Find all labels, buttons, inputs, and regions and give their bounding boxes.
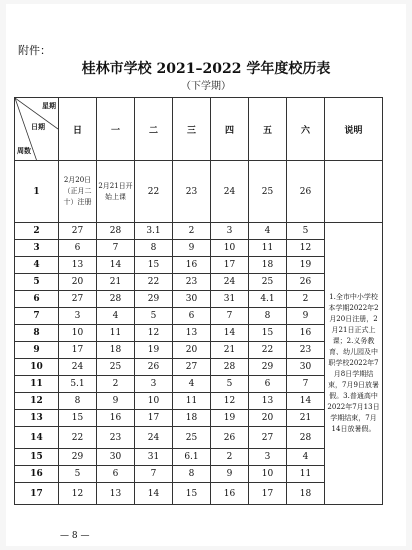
date-cell: 2 bbox=[97, 376, 135, 393]
date-cell: 21 bbox=[211, 342, 249, 359]
date-cell: 19 bbox=[211, 410, 249, 427]
date-cell: 7 bbox=[135, 466, 173, 483]
date-cell: 21 bbox=[97, 274, 135, 291]
date-cell: 16 bbox=[173, 257, 211, 274]
date-cell: 27 bbox=[249, 427, 287, 449]
date-cell: 24 bbox=[211, 274, 249, 291]
date-cell: 15 bbox=[173, 483, 211, 505]
date-cell: 11 bbox=[287, 466, 325, 483]
week-number-cell: 9 bbox=[15, 342, 59, 359]
date-cell: 23 bbox=[287, 342, 325, 359]
date-cell: 6 bbox=[249, 376, 287, 393]
date-cell: 28 bbox=[287, 427, 325, 449]
date-cell: 9 bbox=[211, 466, 249, 483]
date-cell: 8 bbox=[173, 466, 211, 483]
table-row bbox=[15, 161, 383, 223]
date-cell: 2月21日开始上课 bbox=[97, 161, 135, 223]
date-cell: 24 bbox=[135, 427, 173, 449]
date-cell: 19 bbox=[135, 342, 173, 359]
date-cell: 17 bbox=[249, 483, 287, 505]
date-cell: 13 bbox=[59, 257, 97, 274]
date-cell: 26 bbox=[211, 427, 249, 449]
corner-cell bbox=[15, 98, 59, 161]
date-cell: 10 bbox=[59, 325, 97, 342]
date-cell: 26 bbox=[135, 359, 173, 376]
school-calendar-table bbox=[14, 97, 383, 505]
date-cell: 12 bbox=[211, 393, 249, 410]
date-cell: 23 bbox=[173, 161, 211, 223]
week-number-cell: 10 bbox=[15, 359, 59, 376]
date-cell: 3 bbox=[211, 223, 249, 240]
date-cell: 3 bbox=[249, 449, 287, 466]
week-number-cell: 13 bbox=[15, 410, 59, 427]
date-cell: 31 bbox=[135, 449, 173, 466]
week-number-cell: 17 bbox=[15, 483, 59, 505]
date-cell: 13 bbox=[97, 483, 135, 505]
date-cell: 27 bbox=[59, 291, 97, 308]
date-cell: 27 bbox=[173, 359, 211, 376]
date-cell: 30 bbox=[287, 359, 325, 376]
calendar-body bbox=[15, 161, 383, 505]
header-fri: 五 bbox=[249, 98, 287, 161]
date-cell: 25 bbox=[97, 359, 135, 376]
week-number-cell: 14 bbox=[15, 427, 59, 449]
header-thu: 四 bbox=[211, 98, 249, 161]
date-cell: 18 bbox=[173, 410, 211, 427]
date-cell: 13 bbox=[249, 393, 287, 410]
date-cell: 5 bbox=[211, 376, 249, 393]
week-number-cell: 6 bbox=[15, 291, 59, 308]
date-cell: 4.1 bbox=[249, 291, 287, 308]
date-cell: 2月20日（正月二十）注册 bbox=[59, 161, 97, 223]
date-cell: 28 bbox=[97, 291, 135, 308]
page-number: — 8 — bbox=[60, 531, 90, 541]
date-cell: 2 bbox=[173, 223, 211, 240]
date-cell: 14 bbox=[135, 483, 173, 505]
date-cell: 22 bbox=[59, 427, 97, 449]
date-cell: 4 bbox=[173, 376, 211, 393]
date-cell: 10 bbox=[135, 393, 173, 410]
date-cell: 5.1 bbox=[59, 376, 97, 393]
date-cell: 23 bbox=[97, 427, 135, 449]
date-cell: 8 bbox=[135, 240, 173, 257]
page-title: 桂林市学校 2021–2022 学年度校历表 bbox=[81, 61, 331, 77]
date-cell: 15 bbox=[249, 325, 287, 342]
date-cell: 11 bbox=[97, 325, 135, 342]
date-cell: 10 bbox=[249, 466, 287, 483]
date-cell: 22 bbox=[135, 161, 173, 223]
date-cell: 14 bbox=[211, 325, 249, 342]
date-cell: 5 bbox=[287, 223, 325, 240]
date-cell: 2 bbox=[211, 449, 249, 466]
header-tue: 二 bbox=[135, 98, 173, 161]
date-cell: 18 bbox=[287, 483, 325, 505]
week-number-cell: 1 bbox=[15, 161, 59, 223]
header-sat: 六 bbox=[287, 98, 325, 161]
date-cell: 9 bbox=[287, 308, 325, 325]
date-cell: 6.1 bbox=[173, 449, 211, 466]
date-cell: 16 bbox=[97, 410, 135, 427]
date-cell: 3.1 bbox=[135, 223, 173, 240]
date-cell: 12 bbox=[135, 325, 173, 342]
date-cell: 30 bbox=[173, 291, 211, 308]
date-cell: 18 bbox=[249, 257, 287, 274]
date-cell: 6 bbox=[173, 308, 211, 325]
date-cell: 22 bbox=[135, 274, 173, 291]
date-cell: 24 bbox=[211, 161, 249, 223]
date-cell: 11 bbox=[249, 240, 287, 257]
date-cell: 27 bbox=[59, 223, 97, 240]
date-cell: 29 bbox=[249, 359, 287, 376]
date-cell: 3 bbox=[59, 308, 97, 325]
date-cell: 8 bbox=[59, 393, 97, 410]
date-cell: 16 bbox=[211, 483, 249, 505]
date-cell: 25 bbox=[173, 427, 211, 449]
date-cell: 17 bbox=[59, 342, 97, 359]
date-cell: 9 bbox=[97, 393, 135, 410]
date-cell: 19 bbox=[287, 257, 325, 274]
date-cell: 31 bbox=[211, 291, 249, 308]
header-mon: 一 bbox=[97, 98, 135, 161]
date-cell: 16 bbox=[287, 325, 325, 342]
table-row bbox=[15, 223, 383, 240]
date-cell: 20 bbox=[249, 410, 287, 427]
date-cell: 7 bbox=[97, 240, 135, 257]
date-cell: 26 bbox=[287, 161, 325, 223]
date-cell: 17 bbox=[211, 257, 249, 274]
date-cell: 21 bbox=[287, 410, 325, 427]
corner-week-label: 周数 bbox=[17, 146, 31, 155]
week-number-cell: 4 bbox=[15, 257, 59, 274]
date-cell: 4 bbox=[97, 308, 135, 325]
header-wed: 三 bbox=[173, 98, 211, 161]
date-cell: 3 bbox=[135, 376, 173, 393]
date-cell: 17 bbox=[135, 410, 173, 427]
date-cell: 26 bbox=[287, 274, 325, 291]
date-cell: 6 bbox=[97, 466, 135, 483]
date-cell: 20 bbox=[59, 274, 97, 291]
date-cell: 28 bbox=[211, 359, 249, 376]
corner-day-label: 星期 bbox=[42, 101, 56, 110]
week-number-cell: 11 bbox=[15, 376, 59, 393]
date-cell: 29 bbox=[135, 291, 173, 308]
date-cell: 30 bbox=[97, 449, 135, 466]
week-number-cell: 16 bbox=[15, 466, 59, 483]
date-cell: 20 bbox=[173, 342, 211, 359]
date-cell: 28 bbox=[97, 223, 135, 240]
date-cell: 7 bbox=[211, 308, 249, 325]
date-cell: 23 bbox=[173, 274, 211, 291]
attachment-label: 附件： bbox=[18, 44, 51, 57]
notes-cell: 1.全市中小学校本学期2022年2月20日注册，2月21日正式上课；2.义务教育、幼儿园及中职学校2022年7月8日学期结束，7月9日放暑假。3.普通高中2022年7月13日学期结束，7月14日放暑假。 bbox=[325, 223, 383, 505]
date-cell: 4 bbox=[249, 223, 287, 240]
date-cell: 12 bbox=[287, 240, 325, 257]
date-cell: 14 bbox=[287, 393, 325, 410]
date-cell: 8 bbox=[249, 308, 287, 325]
date-cell: 25 bbox=[249, 161, 287, 223]
week-number-cell: 5 bbox=[15, 274, 59, 291]
date-cell: 2 bbox=[287, 291, 325, 308]
date-cell: 14 bbox=[97, 257, 135, 274]
date-cell: 25 bbox=[249, 274, 287, 291]
date-cell: 10 bbox=[211, 240, 249, 257]
week-number-cell: 3 bbox=[15, 240, 59, 257]
notes-empty-cell bbox=[325, 161, 383, 223]
date-cell: 22 bbox=[249, 342, 287, 359]
week-number-cell: 12 bbox=[15, 393, 59, 410]
date-cell: 24 bbox=[59, 359, 97, 376]
date-cell: 5 bbox=[59, 466, 97, 483]
date-cell: 12 bbox=[59, 483, 97, 505]
week-number-cell: 15 bbox=[15, 449, 59, 466]
date-cell: 7 bbox=[287, 376, 325, 393]
date-cell: 9 bbox=[173, 240, 211, 257]
date-cell: 15 bbox=[59, 410, 97, 427]
date-cell: 11 bbox=[173, 393, 211, 410]
corner-date-label: 日期 bbox=[31, 122, 45, 131]
header-row bbox=[15, 98, 383, 161]
date-cell: 6 bbox=[59, 240, 97, 257]
header-sun: 日 bbox=[59, 98, 97, 161]
week-number-cell: 7 bbox=[15, 308, 59, 325]
week-number-cell: 2 bbox=[15, 223, 59, 240]
header-notes: 说明 bbox=[325, 98, 383, 161]
page-subtitle: （下学期） bbox=[181, 81, 231, 92]
date-cell: 29 bbox=[59, 449, 97, 466]
date-cell: 4 bbox=[287, 449, 325, 466]
date-cell: 13 bbox=[173, 325, 211, 342]
week-number-cell: 8 bbox=[15, 325, 59, 342]
date-cell: 5 bbox=[135, 308, 173, 325]
date-cell: 15 bbox=[135, 257, 173, 274]
date-cell: 18 bbox=[97, 342, 135, 359]
